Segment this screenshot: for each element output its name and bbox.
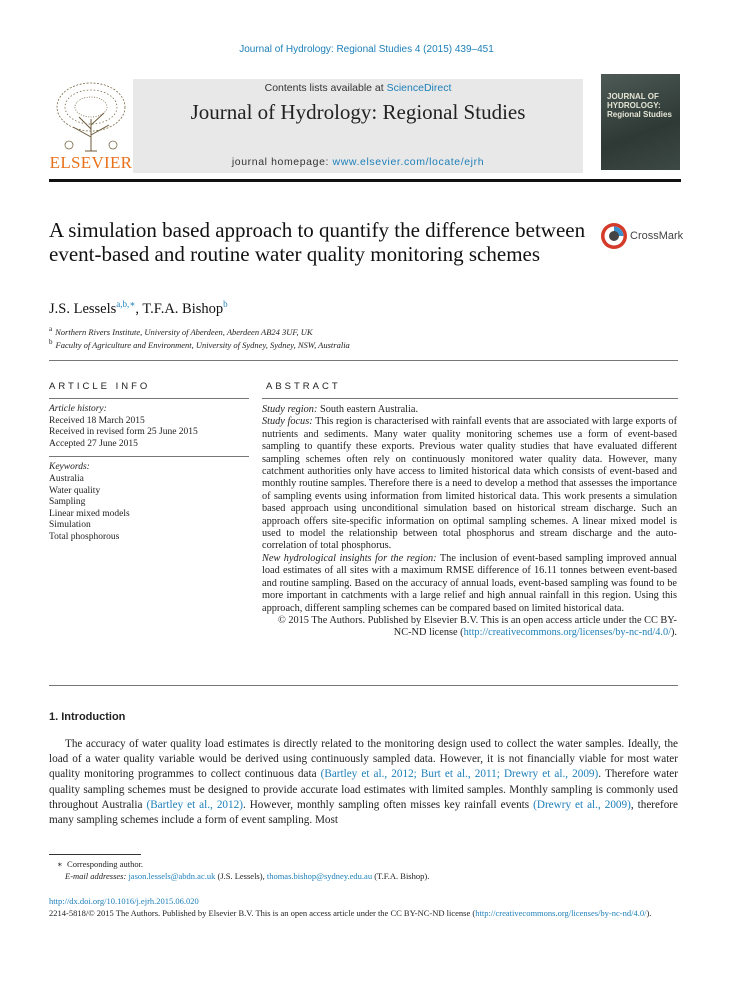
abstract-heading: ABSTRACT: [266, 381, 341, 392]
doi-link[interactable]: http://dx.doi.org/10.1016/j.ejrh.2015.06.020: [49, 896, 199, 906]
cover-title: JOURNAL OF HYDROLOGY: Regional Studies: [607, 92, 672, 119]
email-owner: (J.S. Lessels),: [215, 870, 267, 881]
article-info-heading: ARTICLE INFO: [49, 381, 151, 392]
keyword: Sampling: [49, 497, 86, 508]
divider: [49, 398, 249, 399]
divider: [49, 685, 678, 686]
divider: [49, 360, 678, 361]
footnote-text: Corresponding author.: [67, 859, 144, 869]
bottom-meta: [49, 896, 678, 919]
header-rule: [49, 179, 681, 182]
email-link[interactable]: thomas.bishop@sydney.edu.au: [266, 870, 373, 881]
license-end: ).: [646, 907, 652, 918]
divider: [49, 456, 249, 457]
affiliation-text: Northern Rivers Institute, University of Aberdeen, Aberdeen AB24 3UF, UK: [55, 326, 313, 337]
journal-citation[interactable]: Journal of Hydrology: Regional Studies 4 (2015) 439–451: [239, 44, 494, 55]
journal-title: Journal of Hydrology: Regional Studies: [190, 100, 526, 124]
citation-link[interactable]: (Bartley et al., 2012): [146, 798, 243, 811]
history-label: Article history:: [49, 404, 107, 414]
keyword: Linear mixed models: [49, 508, 130, 519]
author-name: J.S. Lessels: [49, 300, 117, 317]
body-text: , therefore many sampling schemes include a form of event sampling. Most: [49, 798, 678, 827]
body-text: The accuracy of water quality load estimates is directly related to the monitoring design used to collect the water samples. Ideally, the load of a water quality variable would be derived using continuously sampled data. However, it is not financially viable for most water quality monitoring programmes to collect continuous data: [49, 738, 678, 781]
article-info: [49, 404, 249, 544]
email-label: E-mail addresses:: [65, 870, 129, 881]
abstract-label: Study region:: [262, 404, 318, 415]
contents-line: [133, 82, 583, 94]
section-heading: 1. Introduction: [49, 711, 126, 723]
citation-link[interactable]: (Bartley et al., 2012; Burt et al., 2011; Drewry et al., 2009): [320, 768, 599, 781]
homepage-prefix: journal homepage:: [231, 156, 333, 168]
abstract-text: South eastern Australia.: [317, 404, 419, 415]
accepted-date: Accepted 27 June 2015: [49, 438, 138, 449]
elsevier-wordmark: ELSEVIER: [49, 153, 133, 172]
abstract-focus: [262, 416, 677, 552]
license-link[interactable]: http://creativecommons.org/licenses/by-nc-nd/4.0/: [463, 627, 671, 639]
received-date: Received 18 March 2015: [49, 415, 145, 426]
keyword: Water quality: [49, 485, 101, 496]
sciencedirect-link[interactable]: ScienceDirect: [386, 82, 452, 94]
homepage-line: [133, 156, 583, 168]
abstract-label: New hydrological insights for the region:: [262, 552, 437, 564]
keyword: Total phosphorous: [49, 531, 120, 542]
abstract-copyright: [262, 615, 677, 640]
body-text: . However, monthly sampling often misses key rainfall events: [242, 798, 534, 811]
journal-banner: [133, 79, 583, 173]
paper-title: A simulation based approach to quantify the difference between event-based and routine water quality monitoring schemes: [49, 218, 586, 266]
author-list: J.S. Lessels$^{a,b,∗}$, T.F.A. Bishop$^b$: [49, 299, 228, 317]
keyword: Simulation: [49, 520, 91, 531]
abstract-insights: [262, 553, 677, 615]
email-note: [49, 871, 678, 883]
affiliation-mark: b: [49, 338, 53, 346]
affiliation-text: Faculty of Agriculture and Environment, University of Sydney, Sydney, NSW, Australia: [55, 339, 350, 350]
author-name: T.F.A. Bishop: [142, 300, 224, 317]
divider: [262, 398, 678, 399]
contents-prefix: Contents lists available at: [264, 82, 387, 94]
author-affiliation-marks[interactable]: a,b,∗: [116, 299, 136, 309]
footnote-mark: ∗: [57, 859, 63, 869]
elsevier-logo: [49, 79, 133, 173]
affiliation-a: [49, 325, 313, 337]
affiliation-b: [49, 338, 350, 350]
intro-paragraph: [49, 737, 678, 828]
crossmark-icon: [600, 222, 628, 250]
elsevier-tree-icon: [49, 79, 133, 153]
body-text: . Therefore water quality sampling schemes must be designed to provide accurate load estimates with limited samples. Monthly sampling is commonly used throughout Australia: [49, 768, 678, 811]
author-affiliation-marks[interactable]: b: [223, 299, 228, 309]
keyword: Australia: [49, 473, 84, 484]
citation-link[interactable]: (Drewry et al., 2009): [533, 798, 631, 811]
crossmark-label: CrossMark: [630, 230, 684, 242]
homepage-link[interactable]: www.elsevier.com/locate/ejrh: [332, 156, 485, 168]
crossmark-badge[interactable]: [600, 222, 690, 252]
copyright-text: © 2015 The Authors. Published by Elsevier B.V. This is an open access article under the CC BY-NC-ND license (: [277, 614, 677, 639]
license-link[interactable]: http://creativecommons.org/licenses/by-nc-nd/4.0/: [475, 907, 647, 918]
corresponding-author-note: [49, 859, 678, 871]
footnote-divider: [49, 854, 141, 855]
copyright-end: ).: [670, 627, 677, 639]
affiliation-mark: a: [49, 325, 53, 333]
abstract-label: Study focus:: [262, 416, 313, 428]
abstract-body: [262, 404, 677, 640]
journal-cover-image: [601, 74, 680, 170]
keywords-label: Keywords:: [49, 462, 90, 473]
revised-date: Received in revised form 25 June 2015: [49, 427, 198, 438]
abstract-region: [262, 404, 677, 416]
email-owner: (T.F.A. Bishop).: [372, 870, 430, 881]
footnotes: [49, 859, 678, 882]
abstract-text: This region is characterised with rainfall events that are associated with large exports of nutrients and sediments. Many water quality monitoring schemes use a form of event-based sampling to quantify these exports. Previous water quality studies that have evaluated different sampling schemes often rely on continuously monitored water quality data. However, many catchment authorities only have access to limited historical data which consists of event-based and monthly routine samples. Therefore there is a need to develop a method that assesses the importance of sampling events using information from limited historical data. This work presents a simulation based approach using unconditional simulation based on historical stream discharge. Such an approach offers site-specific information on optimal sampling schemes. A linear mixed model is used to model the relationship between total phosphorus and stream discharge and the auto-correlation of total phosphorus.: [262, 416, 677, 552]
email-link[interactable]: jason.lessels@abdn.ac.uk: [128, 870, 216, 881]
license-text: 2214-5818/© 2015 The Authors. Published by Elsevier B.V. This is an open access article under the CC BY-NC-ND license (: [49, 907, 476, 918]
abstract-text: The inclusion of event-based sampling improved annual load estimates of all sites with a maximum RMSE difference of 16.11 tonnes between event-based and routine sampling. Based on the accuracy of annual loads, event-based sampling was found to be more important in catchments with a large relief and high annual rainfall in this region. Using this approach, different sampling schemes can be compared based on limited historical data.: [262, 552, 678, 614]
bottom-license: [49, 908, 678, 920]
